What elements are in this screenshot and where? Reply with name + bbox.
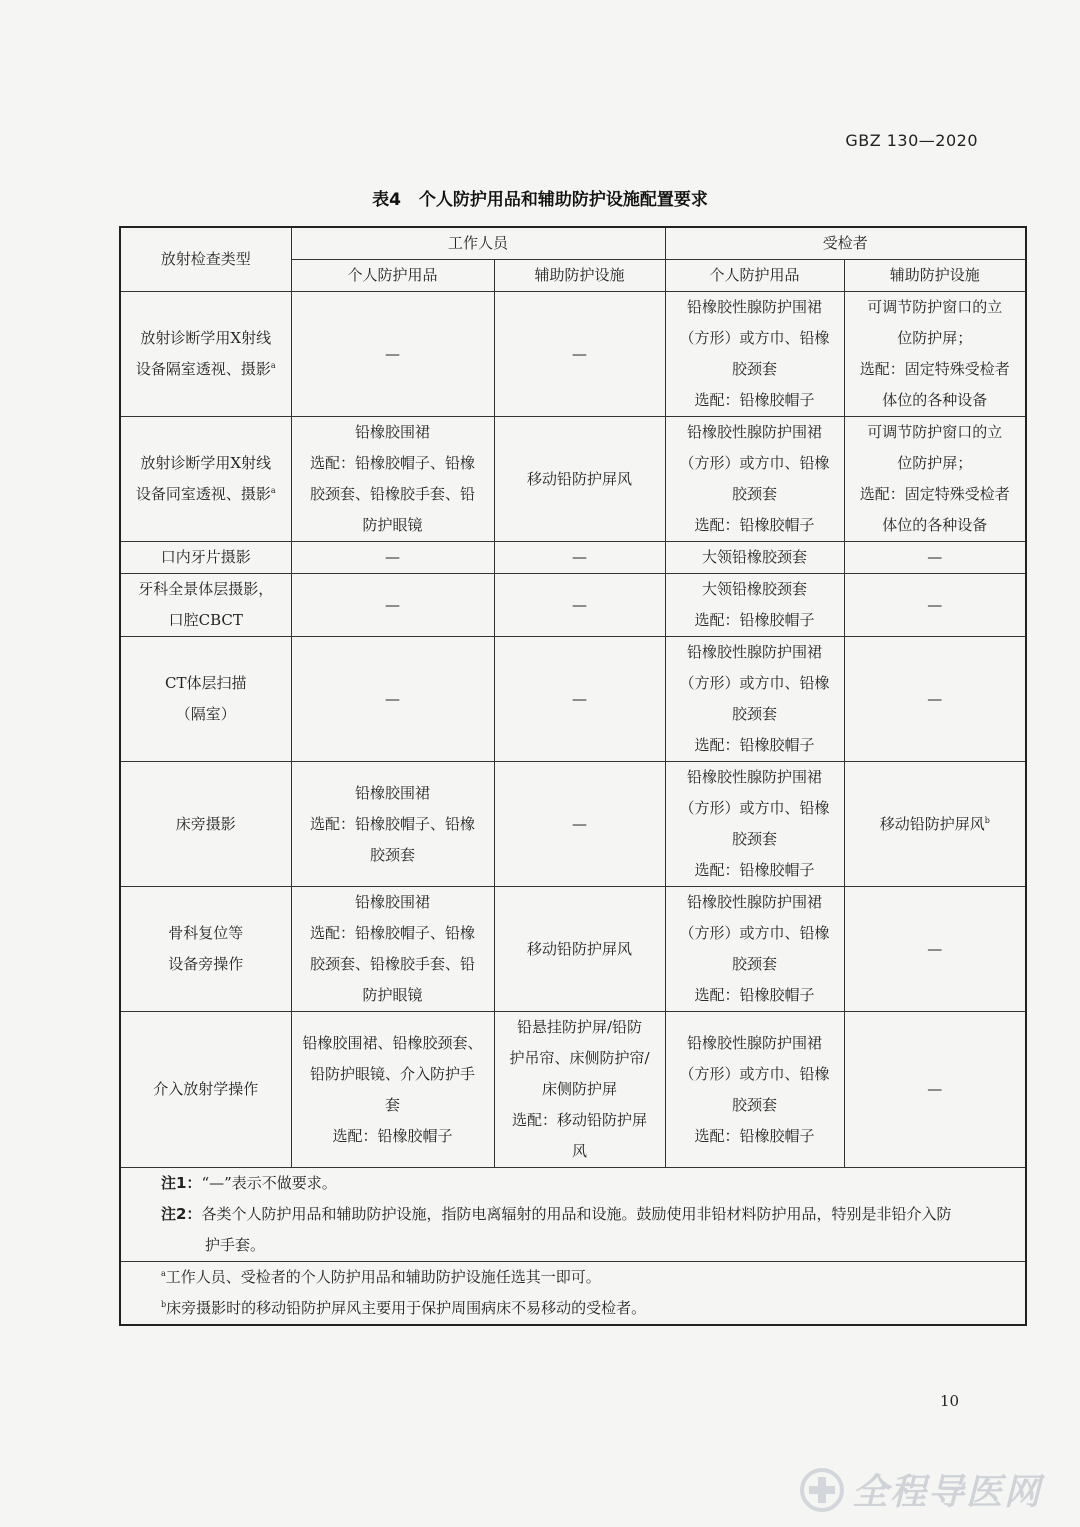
cell-line: 套 bbox=[384, 1095, 400, 1114]
cell-line: — bbox=[385, 689, 400, 708]
cell-line: — bbox=[927, 1080, 943, 1098]
cell-line: 铅橡胶围裙 bbox=[354, 893, 430, 911]
footnote-marker: a bbox=[270, 486, 276, 495]
table-footnotes bbox=[120, 1262, 1026, 1326]
cell-staff-ppe bbox=[291, 574, 494, 637]
cell-line: — bbox=[927, 689, 943, 708]
cell-staff-aux bbox=[494, 542, 665, 574]
cell-exam-type bbox=[120, 1012, 291, 1168]
cell-line: 骨科复位等 bbox=[168, 924, 244, 942]
cell-line: 口内牙片摄影 bbox=[160, 548, 251, 566]
footnote-b: $^b$床旁摄影时的移动铅防护屏风主要用于保护周围病床不易移动的受检者。 bbox=[161, 1299, 647, 1317]
header-staff: 工作人员 bbox=[291, 227, 665, 260]
cell-patient-aux bbox=[844, 762, 1026, 887]
cell-staff-aux bbox=[494, 574, 665, 637]
cell-line: 选配：铅橡胶帽子 bbox=[694, 611, 815, 629]
cell-line: （方形）或方巾、铅橡 bbox=[679, 1064, 830, 1083]
cell-staff-ppe bbox=[291, 1012, 494, 1168]
cell-line: 选配：铅橡胶帽子、铅橡 bbox=[309, 454, 475, 472]
cell-line: 设备隔室透视、摄影$^a$ bbox=[135, 360, 276, 378]
cell-line: 牙科全景体层摄影， bbox=[138, 580, 274, 598]
cell-staff-aux bbox=[494, 887, 665, 1012]
cell-line: 胶颈套 bbox=[732, 360, 778, 378]
note-2: 注2：各类个人防护用品和辅助防护设施，指防电离辐射的用品和设施。鼓励使用非铅材料防护用品，特别是非铅介入防 bbox=[161, 1205, 952, 1223]
cell-exam-type bbox=[120, 542, 291, 574]
table-row bbox=[120, 1012, 1026, 1168]
cell-line: 位防护屏； bbox=[897, 329, 973, 347]
table-row bbox=[120, 542, 1026, 574]
cell-staff-ppe bbox=[291, 887, 494, 1012]
cell-line: （方形）或方巾、铅橡 bbox=[679, 329, 830, 347]
cross-logo-icon bbox=[800, 1468, 844, 1512]
footnote-a: $^a$工作人员、受检者的个人防护用品和辅助防护设施任选其一即可。 bbox=[161, 1268, 601, 1286]
cell-line: 铅橡胶性腺防护围裙 bbox=[687, 643, 823, 661]
cell-line: 选配：铅橡胶帽子 bbox=[694, 516, 815, 534]
cell-line: 铅橡胶围裙 bbox=[354, 423, 430, 441]
cell-line: — bbox=[385, 548, 400, 566]
cell-line: 胶颈套 bbox=[732, 485, 778, 503]
footnote-marker: b bbox=[984, 815, 990, 825]
cell-line: — bbox=[572, 548, 587, 566]
cell-line: — bbox=[572, 689, 587, 708]
cell-line: 床侧防护屏 bbox=[542, 1080, 618, 1098]
cell-line: 移动铅防护屏风 bbox=[527, 469, 633, 488]
cell-line: 胶颈套 bbox=[732, 955, 778, 973]
cell-line: （隔室） bbox=[175, 705, 236, 723]
cell-exam-type bbox=[120, 292, 291, 417]
cell-line: 选配：固定特殊受检者 bbox=[859, 485, 1010, 503]
table-number: 表4 bbox=[372, 190, 401, 210]
page-number: 10 bbox=[940, 1392, 960, 1410]
header-exam-type: 放射检查类型 bbox=[120, 227, 291, 292]
cell-line: 移动铅防护屏风$^b$ bbox=[879, 814, 990, 833]
cell-line: — bbox=[572, 344, 587, 363]
cell-line: 铅橡胶围裙、铅橡胶颈套、 bbox=[302, 1033, 483, 1052]
cell-patient-aux bbox=[844, 542, 1026, 574]
cell-line: 铅橡胶性腺防护围裙 bbox=[687, 768, 823, 786]
cell-line: 选配：移动铅防护屏 bbox=[512, 1111, 648, 1129]
cell-staff-aux bbox=[494, 417, 665, 542]
cell-line: 介入放射学操作 bbox=[153, 1080, 259, 1098]
cell-line: 铅橡胶性腺防护围裙 bbox=[687, 423, 823, 441]
cell-staff-ppe bbox=[291, 542, 494, 574]
cell-line: 大领铅橡胶颈套 bbox=[702, 548, 808, 566]
protection-requirements-table bbox=[119, 226, 1027, 1326]
cell-patient-ppe bbox=[665, 887, 844, 1012]
cell-line: 选配：铅橡胶帽子 bbox=[694, 736, 815, 754]
footnote-marker: a bbox=[270, 361, 276, 370]
table-notes bbox=[120, 1168, 1026, 1262]
table-row bbox=[120, 637, 1026, 762]
cell-line: 口腔CBCT bbox=[168, 611, 243, 629]
cell-staff-ppe bbox=[291, 637, 494, 762]
cell-line: 体位的各种设备 bbox=[882, 391, 988, 409]
cell-line: 位防护屏； bbox=[897, 454, 973, 472]
cell-exam-type bbox=[120, 887, 291, 1012]
table-row bbox=[120, 574, 1026, 637]
cell-patient-ppe bbox=[665, 637, 844, 762]
cell-staff-aux bbox=[494, 637, 665, 762]
cell-line: 设备同室透视、摄影$^a$ bbox=[135, 485, 276, 503]
header-patient-ppe: 个人防护用品 bbox=[665, 260, 844, 292]
cell-line: 胶颈套 bbox=[732, 1095, 778, 1114]
cell-exam-type bbox=[120, 637, 291, 762]
cell-patient-aux bbox=[844, 574, 1026, 637]
cell-line: 胶颈套 bbox=[369, 845, 415, 864]
table-row bbox=[120, 887, 1026, 1012]
cell-line: 选配：铅橡胶帽子 bbox=[694, 1126, 815, 1145]
cell-line: 防护眼镜 bbox=[362, 986, 423, 1004]
table-title-text: 个人防护用品和辅助防护设施配置要求 bbox=[418, 190, 708, 210]
cell-line: — bbox=[927, 595, 943, 614]
cell-staff-aux bbox=[494, 292, 665, 417]
cell-line: — bbox=[385, 344, 400, 363]
cell-patient-aux bbox=[844, 292, 1026, 417]
cell-line: — bbox=[927, 939, 943, 958]
cell-line: 选配：铅橡胶帽子 bbox=[694, 861, 815, 879]
cell-line: — bbox=[572, 595, 587, 614]
cell-exam-type bbox=[120, 762, 291, 887]
table-row bbox=[120, 417, 1026, 542]
table-title bbox=[0, 185, 1080, 210]
cell-line: 胶颈套 bbox=[732, 830, 778, 848]
cell-line: 护吊帘、床侧防护帘/ bbox=[509, 1049, 650, 1067]
cell-line: 铅悬挂防护屏/铅防 bbox=[516, 1018, 643, 1036]
header-patient-aux: 辅助防护设施 bbox=[844, 260, 1026, 292]
cell-line: — bbox=[385, 595, 400, 614]
cell-line: 可调节防护窗口的立 bbox=[867, 298, 1003, 316]
cell-line: 防护眼镜 bbox=[362, 516, 423, 534]
cell-line: 放射诊断学用X射线 bbox=[140, 454, 272, 472]
note-1: 注1：“—”表示不做要求。 bbox=[161, 1174, 337, 1192]
cell-line: 风 bbox=[572, 1142, 588, 1160]
watermark bbox=[800, 1464, 1042, 1515]
header-staff-aux: 辅助防护设施 bbox=[494, 260, 665, 292]
standard-code: GBZ 130—2020 bbox=[845, 131, 978, 150]
header-staff-ppe: 个人防护用品 bbox=[291, 260, 494, 292]
note-2-cont: 护手套。 bbox=[205, 1236, 266, 1254]
cell-line: 铅防护眼镜、介入防护手 bbox=[309, 1064, 475, 1083]
cell-line: 选配：铅橡胶帽子 bbox=[332, 1126, 453, 1145]
cell-line: 选配：铅橡胶帽子、铅橡 bbox=[309, 814, 475, 833]
cell-exam-type bbox=[120, 574, 291, 637]
cell-patient-aux bbox=[844, 887, 1026, 1012]
cell-line: 选配：固定特殊受检者 bbox=[859, 360, 1010, 378]
cell-line: 胶颈套、铅橡胶手套、铅 bbox=[309, 485, 475, 503]
cell-patient-ppe bbox=[665, 417, 844, 542]
cell-exam-type bbox=[120, 417, 291, 542]
cell-patient-ppe bbox=[665, 1012, 844, 1168]
cell-line: 选配：铅橡胶帽子、铅橡 bbox=[309, 924, 475, 942]
cell-patient-ppe bbox=[665, 762, 844, 887]
cell-line: — bbox=[927, 548, 943, 566]
cell-line: — bbox=[572, 814, 587, 833]
cell-line: 选配：铅橡胶帽子 bbox=[694, 986, 815, 1004]
cell-line: 放射诊断学用X射线 bbox=[140, 329, 272, 347]
cell-staff-aux bbox=[494, 1012, 665, 1168]
cell-line: 铅橡胶性腺防护围裙 bbox=[687, 893, 823, 911]
cell-line: 体位的各种设备 bbox=[882, 516, 988, 534]
cell-patient-aux bbox=[844, 1012, 1026, 1168]
cell-line: （方形）或方巾、铅橡 bbox=[679, 924, 830, 942]
cell-staff-ppe bbox=[291, 417, 494, 542]
cell-line: 设备旁操作 bbox=[168, 955, 244, 973]
cell-patient-aux bbox=[844, 417, 1026, 542]
cell-patient-ppe bbox=[665, 542, 844, 574]
header-patient: 受检者 bbox=[665, 227, 1026, 260]
cell-line: （方形）或方巾、铅橡 bbox=[679, 799, 830, 817]
cell-patient-ppe bbox=[665, 292, 844, 417]
cell-line: 胶颈套、铅橡胶手套、铅 bbox=[309, 955, 475, 973]
cell-line: 铅橡胶性腺防护围裙 bbox=[687, 1033, 823, 1052]
watermark-text: 全程导医网 bbox=[852, 1472, 1043, 1513]
cell-line: （方形）或方巾、铅橡 bbox=[679, 674, 830, 692]
cell-line: 胶颈套 bbox=[732, 705, 778, 723]
table-row bbox=[120, 292, 1026, 417]
cell-line: 选配：铅橡胶帽子 bbox=[694, 391, 815, 409]
cell-line: 铅橡胶性腺防护围裙 bbox=[687, 298, 823, 316]
cell-patient-ppe bbox=[665, 574, 844, 637]
cell-line: 床旁摄影 bbox=[175, 814, 236, 833]
cell-line: CT体层扫描 bbox=[165, 674, 247, 692]
cell-staff-aux bbox=[494, 762, 665, 887]
table-row bbox=[120, 762, 1026, 887]
cell-line: 可调节防护窗口的立 bbox=[867, 423, 1003, 441]
cell-line: 大领铅橡胶颈套 bbox=[702, 580, 808, 598]
cell-line: 铅橡胶围裙 bbox=[354, 783, 430, 802]
cell-line: （方形）或方巾、铅橡 bbox=[679, 454, 830, 472]
cell-patient-aux bbox=[844, 637, 1026, 762]
cell-line: 移动铅防护屏风 bbox=[527, 939, 633, 958]
cell-staff-ppe bbox=[291, 762, 494, 887]
cell-staff-ppe bbox=[291, 292, 494, 417]
